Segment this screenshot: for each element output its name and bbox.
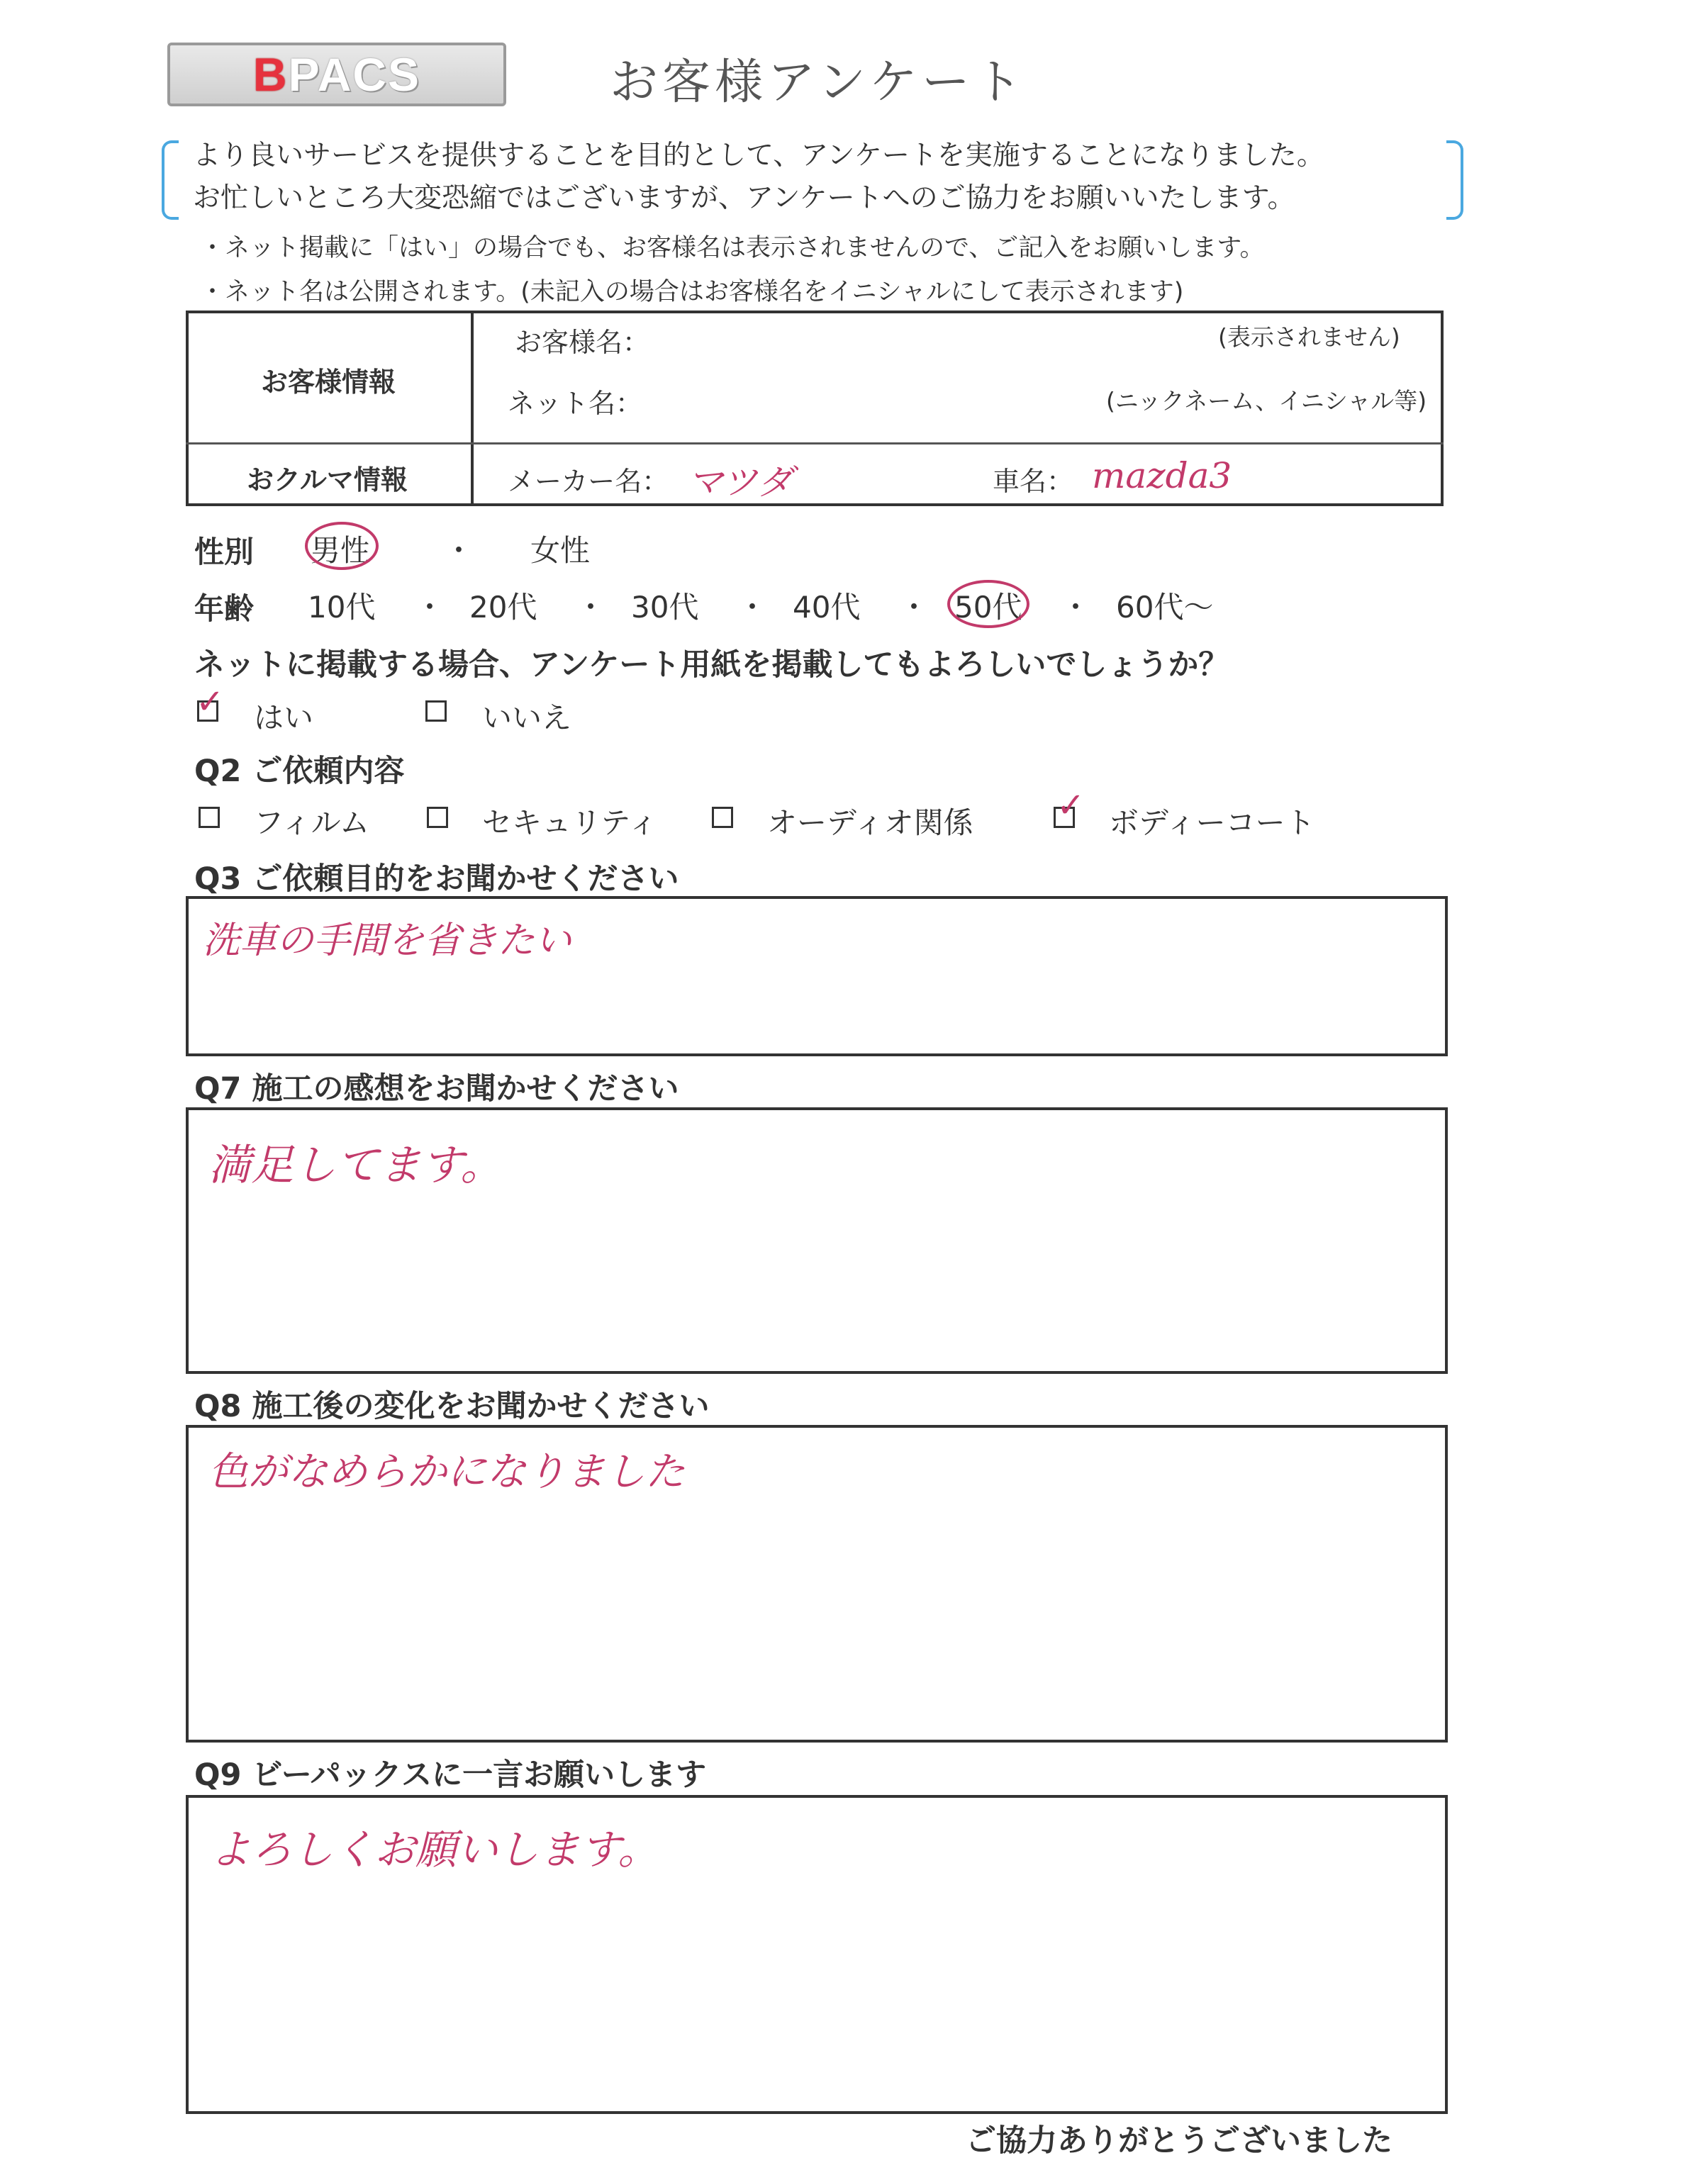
q9-answer: よろしくお願いします。 <box>210 1825 659 1874</box>
table-row-divider <box>186 442 1444 444</box>
logo-text: BPACS <box>252 48 421 101</box>
q8-title: Q8 施工後の変化をお聞かせください <box>194 1389 710 1424</box>
publish-no-checkbox[interactable] <box>425 700 447 725</box>
q7-answer: 満足してます。 <box>208 1141 503 1190</box>
q7-title: Q7 施工の感想をお聞かせください <box>194 1071 679 1107</box>
q2-bodycoat-label: ボディーコート <box>1109 805 1315 840</box>
gender-selected-circle <box>305 522 379 570</box>
car-info-label: おクルマ情報 <box>247 464 408 496</box>
gender-separator: ・ <box>444 533 474 568</box>
q2-audio-checkbox[interactable] <box>712 807 733 831</box>
customer-name-label: お客様名： <box>515 327 650 358</box>
age-label: 年齢 <box>194 591 255 626</box>
q2-title: Q2 ご依頼内容 <box>194 754 405 789</box>
age-separator: ・ <box>899 590 930 625</box>
car-name-label: 車名： <box>993 466 1074 497</box>
car-name-value: mazda3 <box>1092 455 1232 496</box>
note-1: ・ネット掲載に「はい」の場合でも、お客様名は表示されませんので、ご記入をお願いします。 <box>200 234 1265 262</box>
q2-security-checkbox[interactable] <box>427 807 448 831</box>
page-title: お客様アンケート <box>610 55 1027 111</box>
publish-no-label: いいえ <box>482 700 572 735</box>
q3-title: Q3 ご依頼目的をお聞かせください <box>194 861 679 897</box>
age-separator: ・ <box>576 590 606 625</box>
net-name-note: (ニックネーム、イニシャル等) <box>1106 387 1427 415</box>
check-mark-icon: ✓ <box>1056 785 1085 825</box>
bpacs-logo <box>167 43 506 106</box>
q2-film-label: フィルム <box>254 805 369 840</box>
publish-yes-label: はい <box>254 700 314 735</box>
q9-title: Q9 ビーパックスに一言お願いします <box>194 1757 707 1793</box>
age-separator: ・ <box>415 590 445 625</box>
age-selected-circle <box>947 580 1029 628</box>
age-option-50s[interactable]: 50代 <box>954 590 1022 625</box>
age-option-30s[interactable]: 30代 <box>631 590 699 625</box>
age-option-60s[interactable]: 60代～ <box>1116 590 1214 625</box>
maker-label: メーカー名： <box>508 466 669 497</box>
q2-security-label: セキュリティ <box>482 805 658 840</box>
bracket-right <box>1446 140 1463 220</box>
thanks-message: ご協力ありがとうございました <box>966 2123 1392 2159</box>
check-mark-icon: ✓ <box>196 682 225 722</box>
age-option-20s[interactable]: 20代 <box>469 590 537 625</box>
q3-answer: 洗車の手間を省きたい <box>203 919 572 962</box>
intro-text <box>193 135 1324 220</box>
note-2: ・ネット名は公開されます。(未記入の場合はお客様名をイニシャルにして表示されます) <box>200 278 1184 306</box>
age-separator: ・ <box>1061 590 1091 625</box>
gender-option-female[interactable]: 女性 <box>530 533 591 568</box>
publish-question: ネットに掲載する場合、アンケート用紙を掲載してもよろしいでしょうか？ <box>194 647 1229 683</box>
bracket-left <box>162 140 179 220</box>
age-separator: ・ <box>737 590 768 625</box>
q8-answer-box[interactable] <box>186 1425 1448 1743</box>
net-name-label: ネット名： <box>508 388 643 419</box>
age-option-10s[interactable]: 10代 <box>308 590 376 625</box>
q2-audio-label: オーディオ関係 <box>767 805 973 840</box>
q7-answer-box[interactable] <box>186 1107 1448 1374</box>
maker-value: マツダ <box>688 462 793 503</box>
q2-film-checkbox[interactable] <box>199 807 220 831</box>
customer-name-note: (表示されません) <box>1218 323 1400 351</box>
table-column-divider <box>471 311 474 506</box>
customer-info-label: お客様情報 <box>261 367 396 398</box>
intro-line-1: より良いサービスを提供することを目的として、アンケートを実施することになりました。 <box>193 140 1324 172</box>
q8-answer: 色がなめらかになりました <box>208 1449 685 1495</box>
intro-line-2: お忙しいところ大変恐縮ではございますが、アンケートへのご協力をお願いいたします。 <box>193 182 1295 214</box>
gender-label: 性別 <box>194 535 255 569</box>
q3-answer-box[interactable] <box>186 896 1448 1056</box>
gender-option-male[interactable]: 男性 <box>311 533 371 568</box>
q9-answer-box[interactable] <box>186 1795 1448 2114</box>
age-option-40s[interactable]: 40代 <box>793 590 861 625</box>
